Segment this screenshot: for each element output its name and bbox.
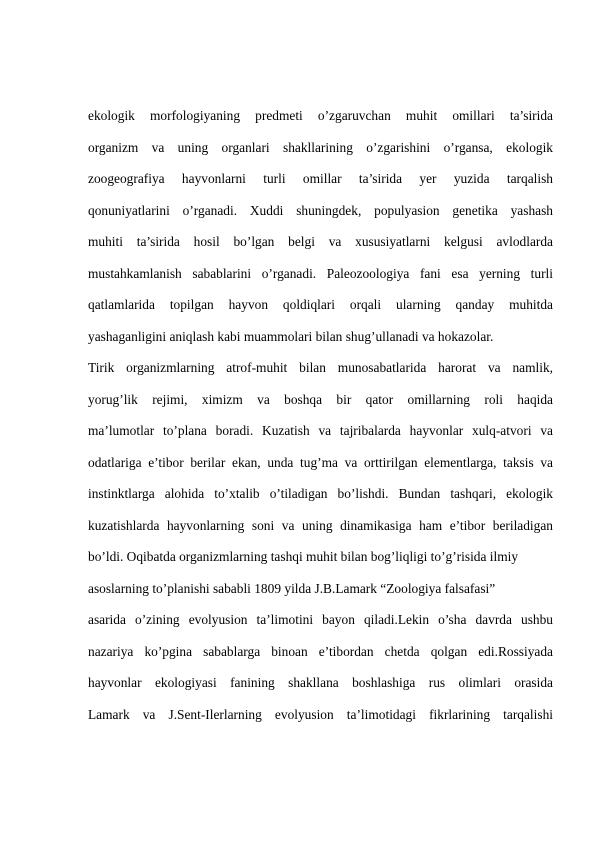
text-line: Lamark va J.Sent-Ilerlarning evolyusion ta’limotidagi fikrlarining tarqalishi xyxy=(88,706,553,722)
text-line: hayvonlar ekologiyasi fanining shakllana boshlashiga rus olimlari orasida xyxy=(88,675,553,690)
text-line: ekologik morfologiyaning predmeti o’zgaruvchan muhit omillari ta’sirida xyxy=(88,108,553,123)
text-line: organizm va uning organlari shakllarining o’zgarishini o’rgansa, ekologik xyxy=(88,139,553,155)
text-line: bo’ldi. Oqibatda organizmlarning tashqi muhit bilan bog’liqligi to’g’risida ilmiy xyxy=(88,549,519,564)
text-line: asoslarning to’planishi sababli 1809 yilda J.B.Lamark “Zoologiya falsafasi” xyxy=(88,580,496,596)
text-line: kuzatishlarda hayvonlarning soni va uning dinamikasiga ham e’tibor beriladigan xyxy=(88,517,553,533)
text-line: qatlamlarida topilgan hayvon qoldiqlari orqali ularning qanday muhitda xyxy=(88,297,553,312)
text-line: instinktlarga alohida to’xtalib o’tiladigan bo’lishdi. Bundan tashqari, ekologik xyxy=(88,486,553,501)
text-line: mustahkamlanish sabablarini o’rganadi. Paleozoologiya fani esa yerning turli xyxy=(88,265,553,281)
text-line: nazariya ko’pgina sabablarga binoan e’tibordan chetda qolgan edi.Rossiyada xyxy=(88,643,553,659)
text-line: yorug’lik rejimi, ximizm va boshqa bir qator omillarning roli haqida xyxy=(88,391,553,407)
text-line: qonuniyatlarini o’rganadi. Xuddi shuningdek, populyasion genetika yashash xyxy=(88,202,553,218)
text-line: asarida o’zining evolyusion ta’limotini bayon qiladi.Lekin o’sha davrda ushbu xyxy=(88,612,553,627)
text-line: muhiti ta’sirida hosil bo’lgan belgi va xususiyatlarni kelgusi avlodlarda xyxy=(88,234,553,249)
text-line: Tirik organizmlarning atrof-muhit bilan munosabatlarida harorat va namlik, xyxy=(88,360,553,375)
body-text xyxy=(88,104,553,734)
text-line: yashaganligini aniqlash kabi muammolari bilan shug’ullanadi va hokazolar. xyxy=(88,328,494,344)
text-line: zoogeografiya hayvonlarni turli omillar ta’sirida yer yuzida tarqalish xyxy=(88,171,553,186)
text-line: odatlariga e’tibor berilar ekan, unda tug’ma va orttirilgan elementlarga, taksis va xyxy=(88,454,553,470)
text-line: ma’lumotlar to’plana boradi. Kuzatish va tajribalarda hayvonlar xulq-atvori va xyxy=(88,423,553,438)
